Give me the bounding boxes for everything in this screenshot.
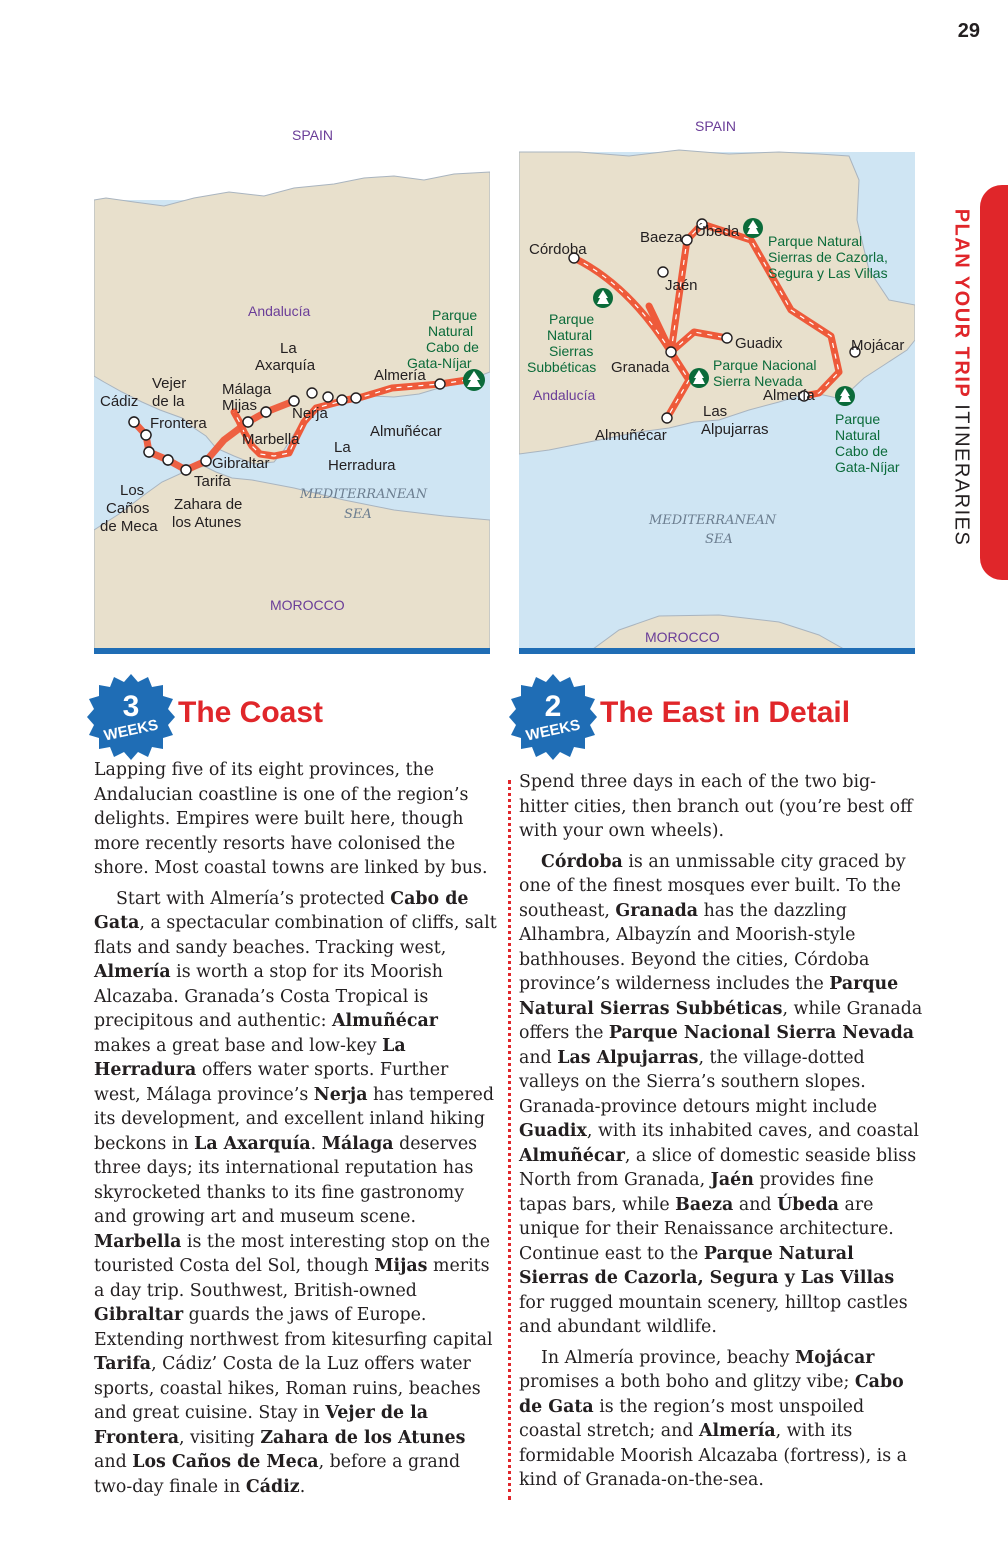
label-park-subbeticas-2: Natural [547,327,593,343]
label-almunecar: Almuñécar [370,423,442,440]
section-label [944,208,978,547]
label-park-3: Cabo de [426,339,479,355]
label-baeza: Baeza [640,229,683,246]
label-guadix: Guadix [735,335,783,352]
label-jaen: Jaén [665,277,698,294]
label-malaga: Málaga [222,381,272,398]
label-gibraltar: Gibraltar [212,455,270,472]
label-park-1: Parque [432,307,478,323]
label-sea-1: MEDITERRANEAN [300,487,428,502]
duration-badge-coast [86,672,176,766]
label-almunecar: Almuñécar [595,427,667,444]
label-park-2: Natural [428,323,474,339]
east-route-map [519,110,915,658]
paragraph: Córdoba is an unmissable city graced by one of the finest mosques ever built. To the southeast, Granada has the dazzling Alhambra, Albayzín and Moorish-style bathhouses. Beyond the cities, Córdoba province’s wilderness includes the Parque Natural Sierras Subbéticas, while Granada offers the Parque Nacional Sierra Nevada and Las Alpujarras, the village-dotted valleys on the Sierra’s southern slopes. Granada-province detours might include Guadix, with its inhabited caves, and coastal Almuñécar, a slice of domestic seaside bliss North from Granada, Jaén provides fine tapas bars, while Baeza and Úbeda are unique for their Renaissance architecture. Continue east to the Parque Natural Sierras de Cazorla, Segura y Las Villas for rugged mountain scenery, hilltop castles and abundant wildlife. [519,851,923,1337]
paragraph: In Almería province, beachy Mojácar promises a both boho and glitzy vibe; Cabo de Gata is the region’s most unspoiled coastal stretch; and Almería, with its formidable Moorish Alcazaba (fortress), is a kind of Granada-on-the-sea. [519,1347,908,1490]
label-canos-2: Caños [106,500,150,517]
coast-route-map [94,110,490,658]
itinerary-title-east: The East in Detail [600,696,851,729]
label-park-nevada-2: Sierra Nevada [713,373,803,389]
paragraph: Start with Almería’s protected Cabo de Gata, a spectacular combination of cliffs, salt flats and sandy beaches. Tracking west, Almería is worth a stop for its Moorish Alcazaba. Granada’s Costa Tropical is precipitous and authentic: Almuñécar makes a great base and low-key La Herradura offers water sports. Further west, Málaga province’s Nerja has tempered its development, and excellent inland hiking beckons in La Axarquía. Málaga deserves three days; its international reputation has skyrocketed thanks to its fine gastronomy and growing art and museum scene. Marbella is the most interesting stop on the touristed Costa del Sol, though Mijas merits a day trip. Southwest, British-owned Gibraltar guards the jaws of Europe. Extending northwest from kitesurfing capital Tarifa, Cádiz’ Costa de la Luz offers water sports, coastal hikes, Roman ruins, beaches and great cuisine. Stay in Vejer de la Frontera, visiting Zahara de los Atunes and Los Caños de Meca, before a grand two-day finale in Cádiz. [94,888,497,1497]
label-morocco: MOROCCO [270,597,345,613]
column-divider [508,780,511,1500]
stop-almunecar [351,393,361,403]
label-mijas: Mijas [222,397,258,414]
label-sea-2: SEA [344,507,372,522]
label-almeria: Almería [374,367,426,384]
label-ubeda: Úbeda [695,223,740,240]
stop-baeza [682,235,692,245]
label-las-alpujarras-2: Alpujarras [701,421,769,438]
label-las-alpujarras-1: Las [703,403,728,420]
stop-jaen [658,267,668,277]
label-andalucia: Andalucía [248,303,311,319]
label-park-subbeticas-1: Parque [549,311,595,327]
label-park-gata-4: Gata-Níjar [835,459,900,475]
label-park-gata-1: Parque [835,411,881,427]
label-la-herradura-2: Herradura [328,457,396,474]
label-park-gata-2: Natural [835,427,881,443]
label-andalucia: Andalucía [533,387,596,403]
label-cordoba: Córdoba [529,241,587,258]
label-vejer-3: Frontera [150,415,207,432]
label-granada: Granada [611,359,670,376]
label-park-4: Gata-Níjar [407,355,472,371]
label-park-subbeticas-4: Subbéticas [527,359,597,375]
label-la-axarquia-2: Axarquía [255,357,316,374]
label-canos-1: Los [120,482,145,499]
label-sea-1: MEDITERRANEAN [649,513,777,528]
stop-la-axarquia [307,388,317,398]
stop-la-herradura [337,395,347,405]
duration-badge-east [508,672,598,766]
label-marbella: Marbella [242,431,300,448]
label-park-gata-3: Cabo de [835,443,888,459]
stop-guadix [722,333,732,343]
label-spain: SPAIN [695,118,736,134]
label-sea-2: SEA [705,532,733,547]
label-morocco: MOROCCO [645,629,720,645]
label-park-cazorla-3: Segura y Las Villas [768,265,888,281]
itinerary-title-coast: The Coast [178,696,324,729]
section-label-primary: PLAN YOUR TRIP [950,208,973,399]
label-tarifa: Tarifa [194,473,231,490]
badge-number: 3 [122,690,140,723]
label-park-cazorla-2: Sierras de Cazorla, [768,249,888,265]
label-la-herradura-1: La [334,439,351,456]
label-park-subbeticas-3: Sierras [549,343,594,359]
label-cadiz: Cádiz [100,393,139,410]
stop-almunecar [662,413,672,423]
label-la-axarquia-1: La [280,340,297,357]
badge-unit: WEEKS [102,716,160,745]
stop-almeria [435,379,445,389]
section-label-secondary: ITINERARIES [950,404,973,547]
paragraph: Spend three days in each of the two big-hitter cities, then branch out (you’re best off with your own wheels). [519,772,913,841]
itinerary-text-coast [94,758,499,1505]
badge-unit: WEEKS [524,716,582,745]
label-zahara-1: Zahara de [174,496,243,513]
label-mojacar: Mojácar [851,337,905,354]
itinerary-text-east [519,770,924,1499]
badge-number: 2 [544,690,562,723]
stop-granada [666,347,676,357]
paragraph: Lapping five of its eight provinces, the Andalucian coastline is one of the region’s delights. Empires were built here, though more recently resorts have colonised the shore. Most coastal towns are linked by bus. [94,760,488,878]
label-canos-3: de Meca [100,518,158,535]
label-park-nevada-1: Parque Nacional [713,357,817,373]
label-park-cazorla-1: Parque Natural [768,233,863,249]
label-vejer-1: Vejer [152,375,187,392]
page-number: 29 [957,20,980,42]
label-zahara-2: los Atunes [172,514,242,531]
label-vejer-2: de la [152,393,185,410]
label-nerja: Nerja [292,405,328,422]
label-almeria: Almería [763,387,815,404]
stop-nerja [323,392,333,402]
section-tab [980,185,1008,580]
park-tree-icon [463,369,485,391]
label-spain: SPAIN [292,127,333,143]
